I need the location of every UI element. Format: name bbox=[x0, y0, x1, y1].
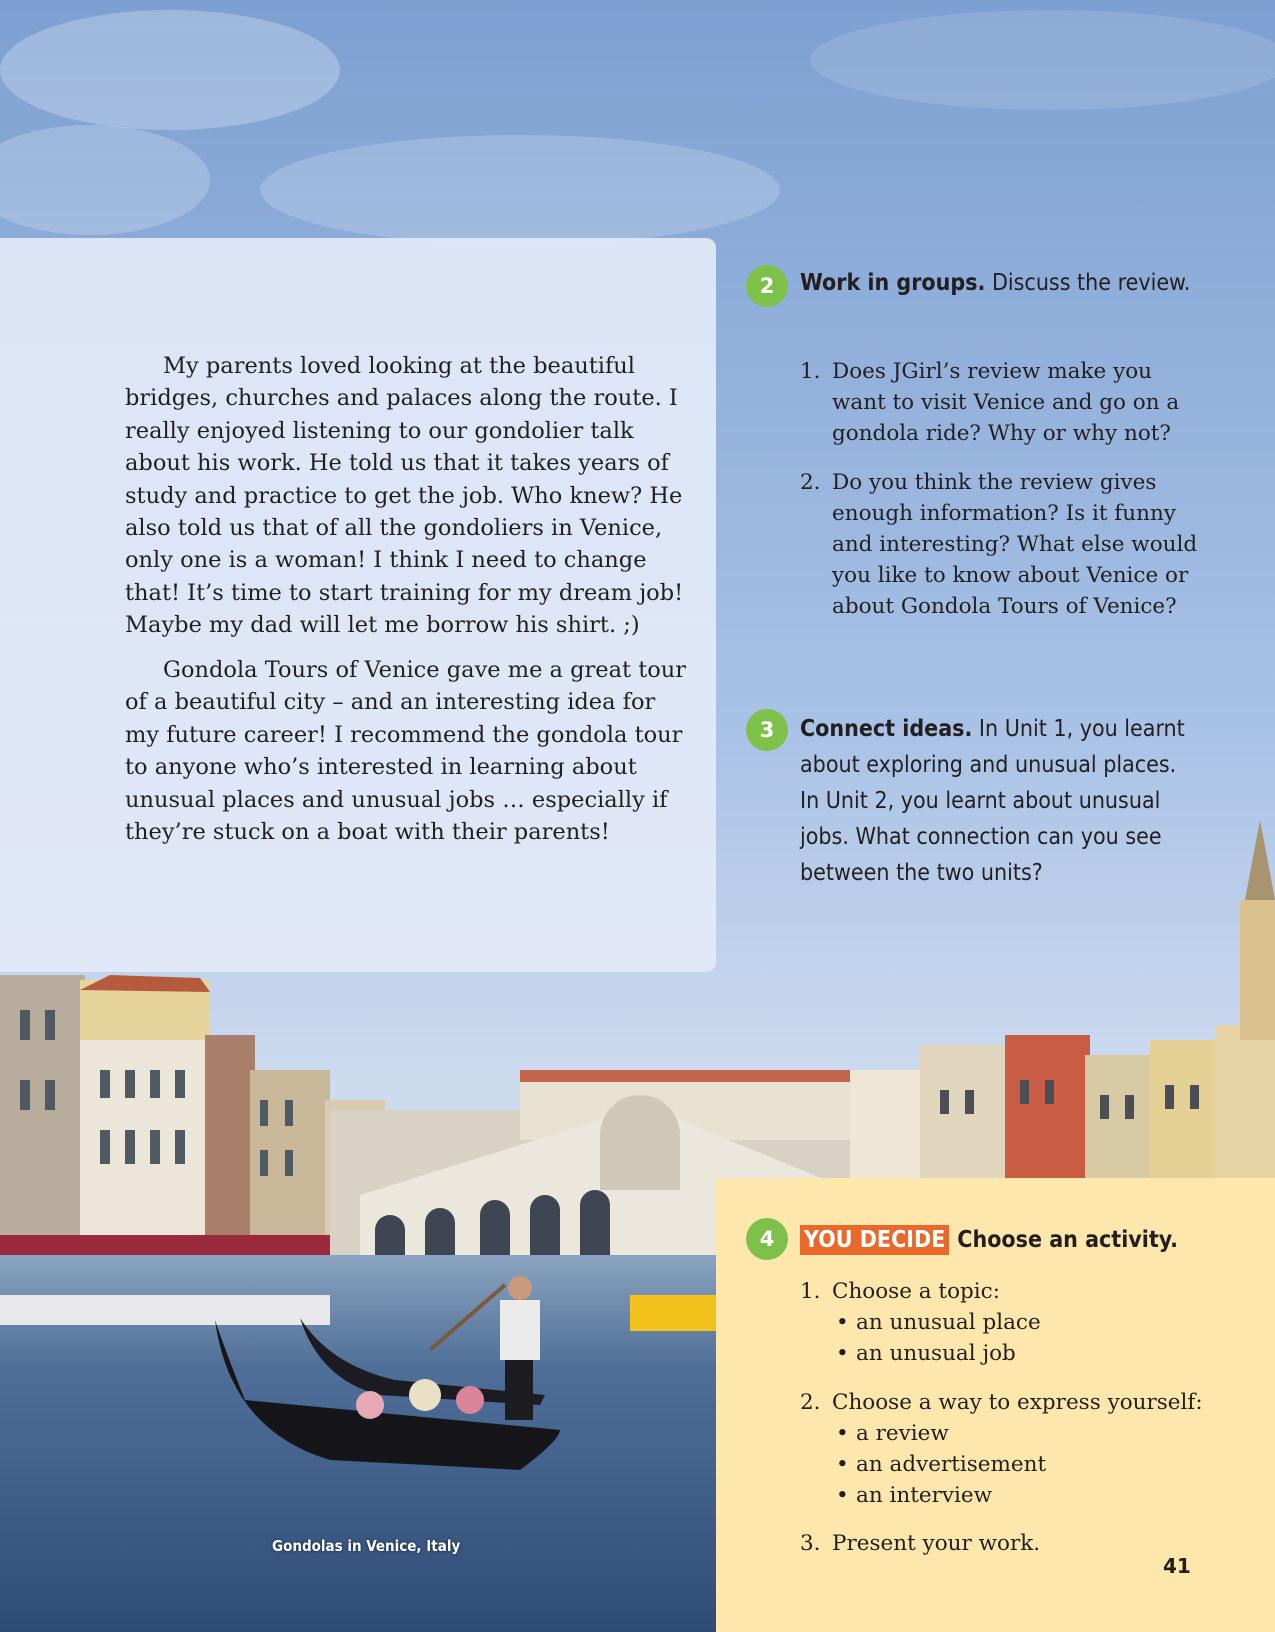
list-item: • a review bbox=[832, 1418, 1240, 1449]
list-item bbox=[800, 1387, 1240, 1512]
activity-4-steps bbox=[800, 1276, 1240, 1577]
page-number: 41 bbox=[1163, 1554, 1191, 1578]
activity-4-number-badge: 4 bbox=[746, 1218, 788, 1260]
review-paragraph-2: Gondola Tours of Venice gave me a great tour of a beautiful city – and an interesting idea for my future career! I recommend the gondola tour to anyone who’s interested in learning about unusual places and unusual jobs … especially if they’re stuck on a boat with their parents! bbox=[125, 657, 687, 846]
list-item: • an unusual place bbox=[832, 1307, 1240, 1338]
review-paragraph-1: My parents loved looking at the beautiful bridges, churches and palaces along the route. I really enjoyed listening to our gondolier talk about his work. He told us that it takes years of study and practice to get the job. Who knew? He also told us that of all the gondoliers in Venice, only one is a woman! I think I need to change that! It’s time to start training for my dream job! Maybe my dad will let me borrow his shirt. ;) bbox=[125, 353, 684, 639]
step-number: 1. bbox=[800, 1279, 821, 1304]
step-options bbox=[832, 1418, 1240, 1512]
question-text: Do you think the review gives enough information? Is it funny and interesting? What else would you like to know about Venice or about Gondola Tours of Venice? bbox=[832, 469, 1198, 620]
list-item: • an advertisement bbox=[832, 1449, 1240, 1480]
activity-2-number-badge: 2 bbox=[746, 265, 788, 307]
list-item: • an unusual job bbox=[832, 1338, 1240, 1369]
step-text: Present your work. bbox=[832, 1531, 1041, 1557]
activity-2-heading bbox=[800, 265, 1240, 301]
question-number: 1. bbox=[800, 359, 821, 384]
activity-3-title: Connect ideas. bbox=[800, 716, 973, 742]
activity-4-heading bbox=[800, 1222, 1260, 1258]
list-item bbox=[800, 356, 1200, 450]
step-options bbox=[832, 1307, 1240, 1369]
step-text: Choose a topic: bbox=[832, 1279, 1000, 1304]
list-item bbox=[800, 1276, 1240, 1370]
list-item bbox=[800, 467, 1200, 623]
activity-3-instruction: In Unit 1, you learnt about exploring and unusual places. In Unit 2, you learnt about unusual jobs. What connection can you see between the two units? bbox=[800, 716, 1185, 886]
you-decide-tag: YOU DECIDE bbox=[800, 1225, 949, 1255]
step-text: Choose a way to express yourself: bbox=[832, 1389, 1203, 1415]
activity-3-heading bbox=[800, 711, 1200, 891]
review-text-panel bbox=[0, 238, 716, 972]
list-item: • an interview bbox=[832, 1480, 1240, 1511]
activity-2-instruction: Discuss the review. bbox=[991, 270, 1191, 296]
step-number: 3. bbox=[800, 1531, 821, 1557]
question-number: 2. bbox=[800, 469, 821, 495]
question-text: Does JGirl’s review make you want to visit Venice and go on a gondola ride? Why or why not? bbox=[832, 359, 1180, 447]
activity-2-title: Work in groups. bbox=[800, 270, 986, 296]
step-number: 2. bbox=[800, 1389, 821, 1415]
activity-4-title: Choose an activity. bbox=[957, 1227, 1178, 1253]
activity-2-questions bbox=[800, 356, 1200, 640]
activity-3-number-badge: 3 bbox=[746, 709, 788, 751]
photo-caption: Gondolas in Venice, Italy bbox=[272, 1537, 461, 1555]
